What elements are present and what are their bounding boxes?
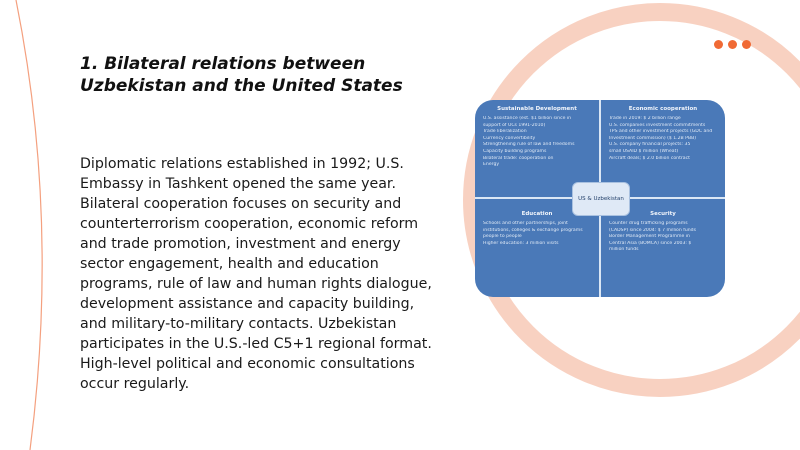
- quadrant-item: Capacity building programs: [483, 148, 547, 154]
- quadrant-item: institutions, colleges & exchange programs: [483, 227, 583, 233]
- quadrant-item: Strengthening rule of law and freedoms: [483, 142, 575, 148]
- quadrant-items: [475, 217, 599, 247]
- quadrant-item: Border Management Programme in: [609, 234, 690, 240]
- quadrant-item: support of UCs 1991-2010): [483, 122, 546, 128]
- quadrant-items: [601, 112, 725, 162]
- quadrant-item: Counter drug trafficking programs: [609, 221, 688, 226]
- quadrant-title: Sustainable Development: [497, 106, 577, 112]
- dot-icon: [742, 40, 751, 49]
- quadrant-item: TPS and other investment projects (GDC and: [609, 129, 713, 135]
- quadrant-item: Aircraft deals; $ 2.0 billion contract: [609, 155, 690, 161]
- quadrant-item: Schools and other partnerships, joint: [483, 221, 568, 226]
- quadrant-title: Education: [521, 211, 553, 217]
- quadrant-item: Trade liberalization: [483, 129, 527, 135]
- diagram-center-label: US & Uzbekistan: [572, 182, 630, 216]
- slide-title-line: Uzbekistan and the United States: [80, 76, 403, 96]
- quadrant-item: U.S. assistance (est. $1 billion since in: [483, 116, 572, 121]
- dot-icon: [714, 40, 723, 49]
- slide-title-line: 1. Bilateral relations between: [80, 54, 366, 74]
- quadrant-item: Investment commission) ($ 1.2B PBB): [609, 135, 697, 141]
- quadrant-item: Bilateral trade: cooperation on: [483, 155, 554, 161]
- quadrant-item: U.S. companies investment commitments: [609, 122, 706, 128]
- quadrant-items: [601, 217, 725, 254]
- slide-title: [80, 53, 420, 97]
- quadrant-title: Security: [650, 211, 676, 217]
- cooperation-diagram: [475, 100, 725, 297]
- decorative-red-line: [16, 0, 42, 450]
- slide-body-text: Diplomatic relations established in 1992; U.S. Embassy in Tashkent opened the same year. Bilateral cooperation focuses on security and counterterrorism cooperation, economic reform and trade promotion, investment and energy sector engagement, health and education programs, rule of law and human rights dialogue, development assistance and capacity building, and military-to-military contacts. Uzbekistan participates in the U.S.-led C5+1 regional format. High-level political and economic consultations occur regularly.: [80, 156, 432, 392]
- quadrant-title: Economic cooperation: [628, 106, 698, 112]
- quadrant-item: Energy: [483, 162, 500, 168]
- quadrant-items: [475, 112, 599, 169]
- dot-icon: [728, 40, 737, 49]
- quadrant-item: small USAID $ million (Wheat): [609, 148, 679, 154]
- quadrant-item: million funds: [609, 247, 639, 253]
- quadrant-item: U.S. company financial projects: 35: [609, 142, 691, 148]
- quadrant-item: Currency convertibility: [483, 135, 536, 141]
- quadrant-item: Central Asia (BOMCA) since 2003: $: [609, 240, 692, 246]
- quadrant-item: people to people: [483, 234, 522, 240]
- quadrant-item: Higher education: 3 million visits: [483, 240, 559, 246]
- quadrant-item: (CADSP) since 2004: $ 7 million funds: [609, 227, 696, 233]
- quadrant-item: Trade in 2019: $ 2 billion range: [609, 116, 681, 121]
- dots-decoration: [714, 40, 751, 49]
